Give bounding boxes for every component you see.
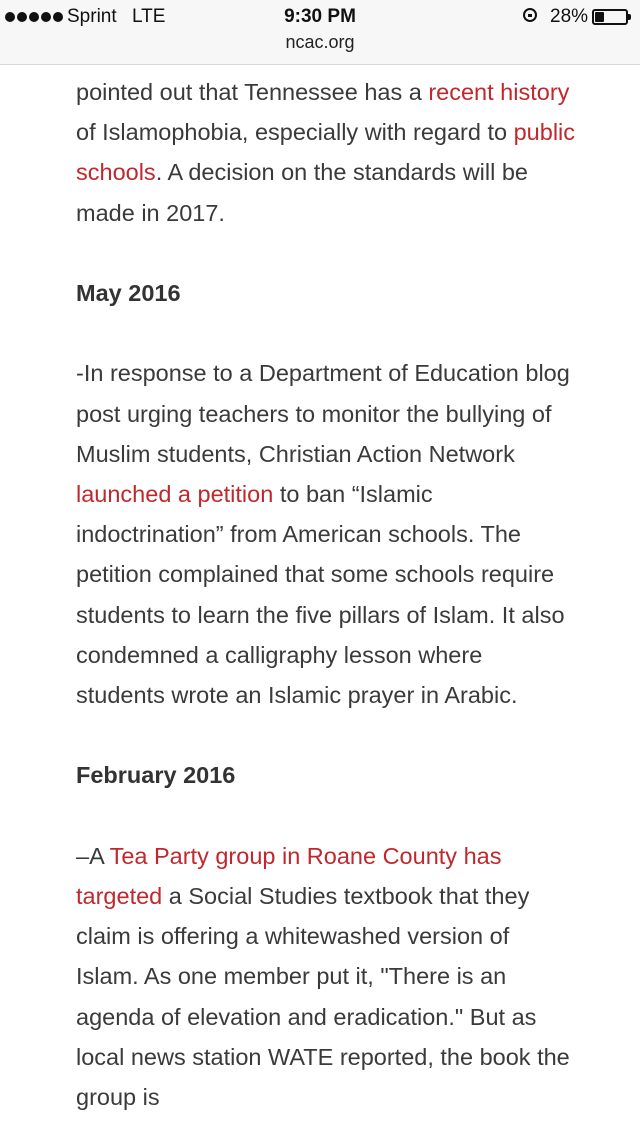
paragraph-textbook — [76, 836, 576, 1117]
section-heading-may-2016: May 2016 — [76, 280, 181, 306]
battery-percentage: 28% — [550, 6, 589, 27]
paragraph-text: a Social Studies textbook that they claim is offering a whitewashed version of Islam. As one member put it, "There is an agenda of elevation and eradication." But as local news station WATE reported, the book the group is — [76, 883, 570, 1111]
browser-top-bar — [0, 0, 640, 65]
article-body — [76, 72, 576, 1117]
public-schools-link[interactable]: public schools — [76, 119, 576, 186]
carrier-name: Sprint — [67, 6, 117, 27]
address-bar[interactable]: ncac.org — [285, 32, 355, 52]
network-type: LTE — [132, 6, 166, 27]
paragraph-text: -In response to a Department of Education blog post urging teachers to monitor the bullying of Muslim students, Christian Action Network — [76, 360, 570, 467]
status-bar — [0, 4, 640, 30]
paragraph-petition — [76, 353, 576, 715]
paragraph-text: –A — [76, 842, 110, 869]
paragraph-text: of Islamophobia, especially with regard to — [76, 119, 514, 146]
section-heading-february-2016: February 2016 — [76, 762, 236, 789]
paragraph-text: pointed out that Tennessee has a — [76, 79, 429, 105]
status-time: 9:30 PM — [284, 6, 356, 27]
paragraph-tennessee — [76, 72, 576, 233]
rotation-lock-icon — [523, 8, 537, 22]
recent-history-link[interactable]: recent history — [428, 79, 570, 105]
paragraph-text: to ban “Islamic indoctrination” from American schools. The petition complained that some schools require students to learn the five pillars of Islam. It also condemned a calligraphy lesson where students wrote an Islamic prayer in Arabic. — [76, 481, 565, 709]
battery-icon — [592, 9, 628, 25]
launched-petition-link[interactable]: launched a petition — [76, 481, 274, 507]
paragraph-text: . A decision on the standards will be made in 2017. — [76, 159, 529, 226]
tea-party-link[interactable]: Tea Party group in Roane County has targeted — [76, 842, 502, 909]
